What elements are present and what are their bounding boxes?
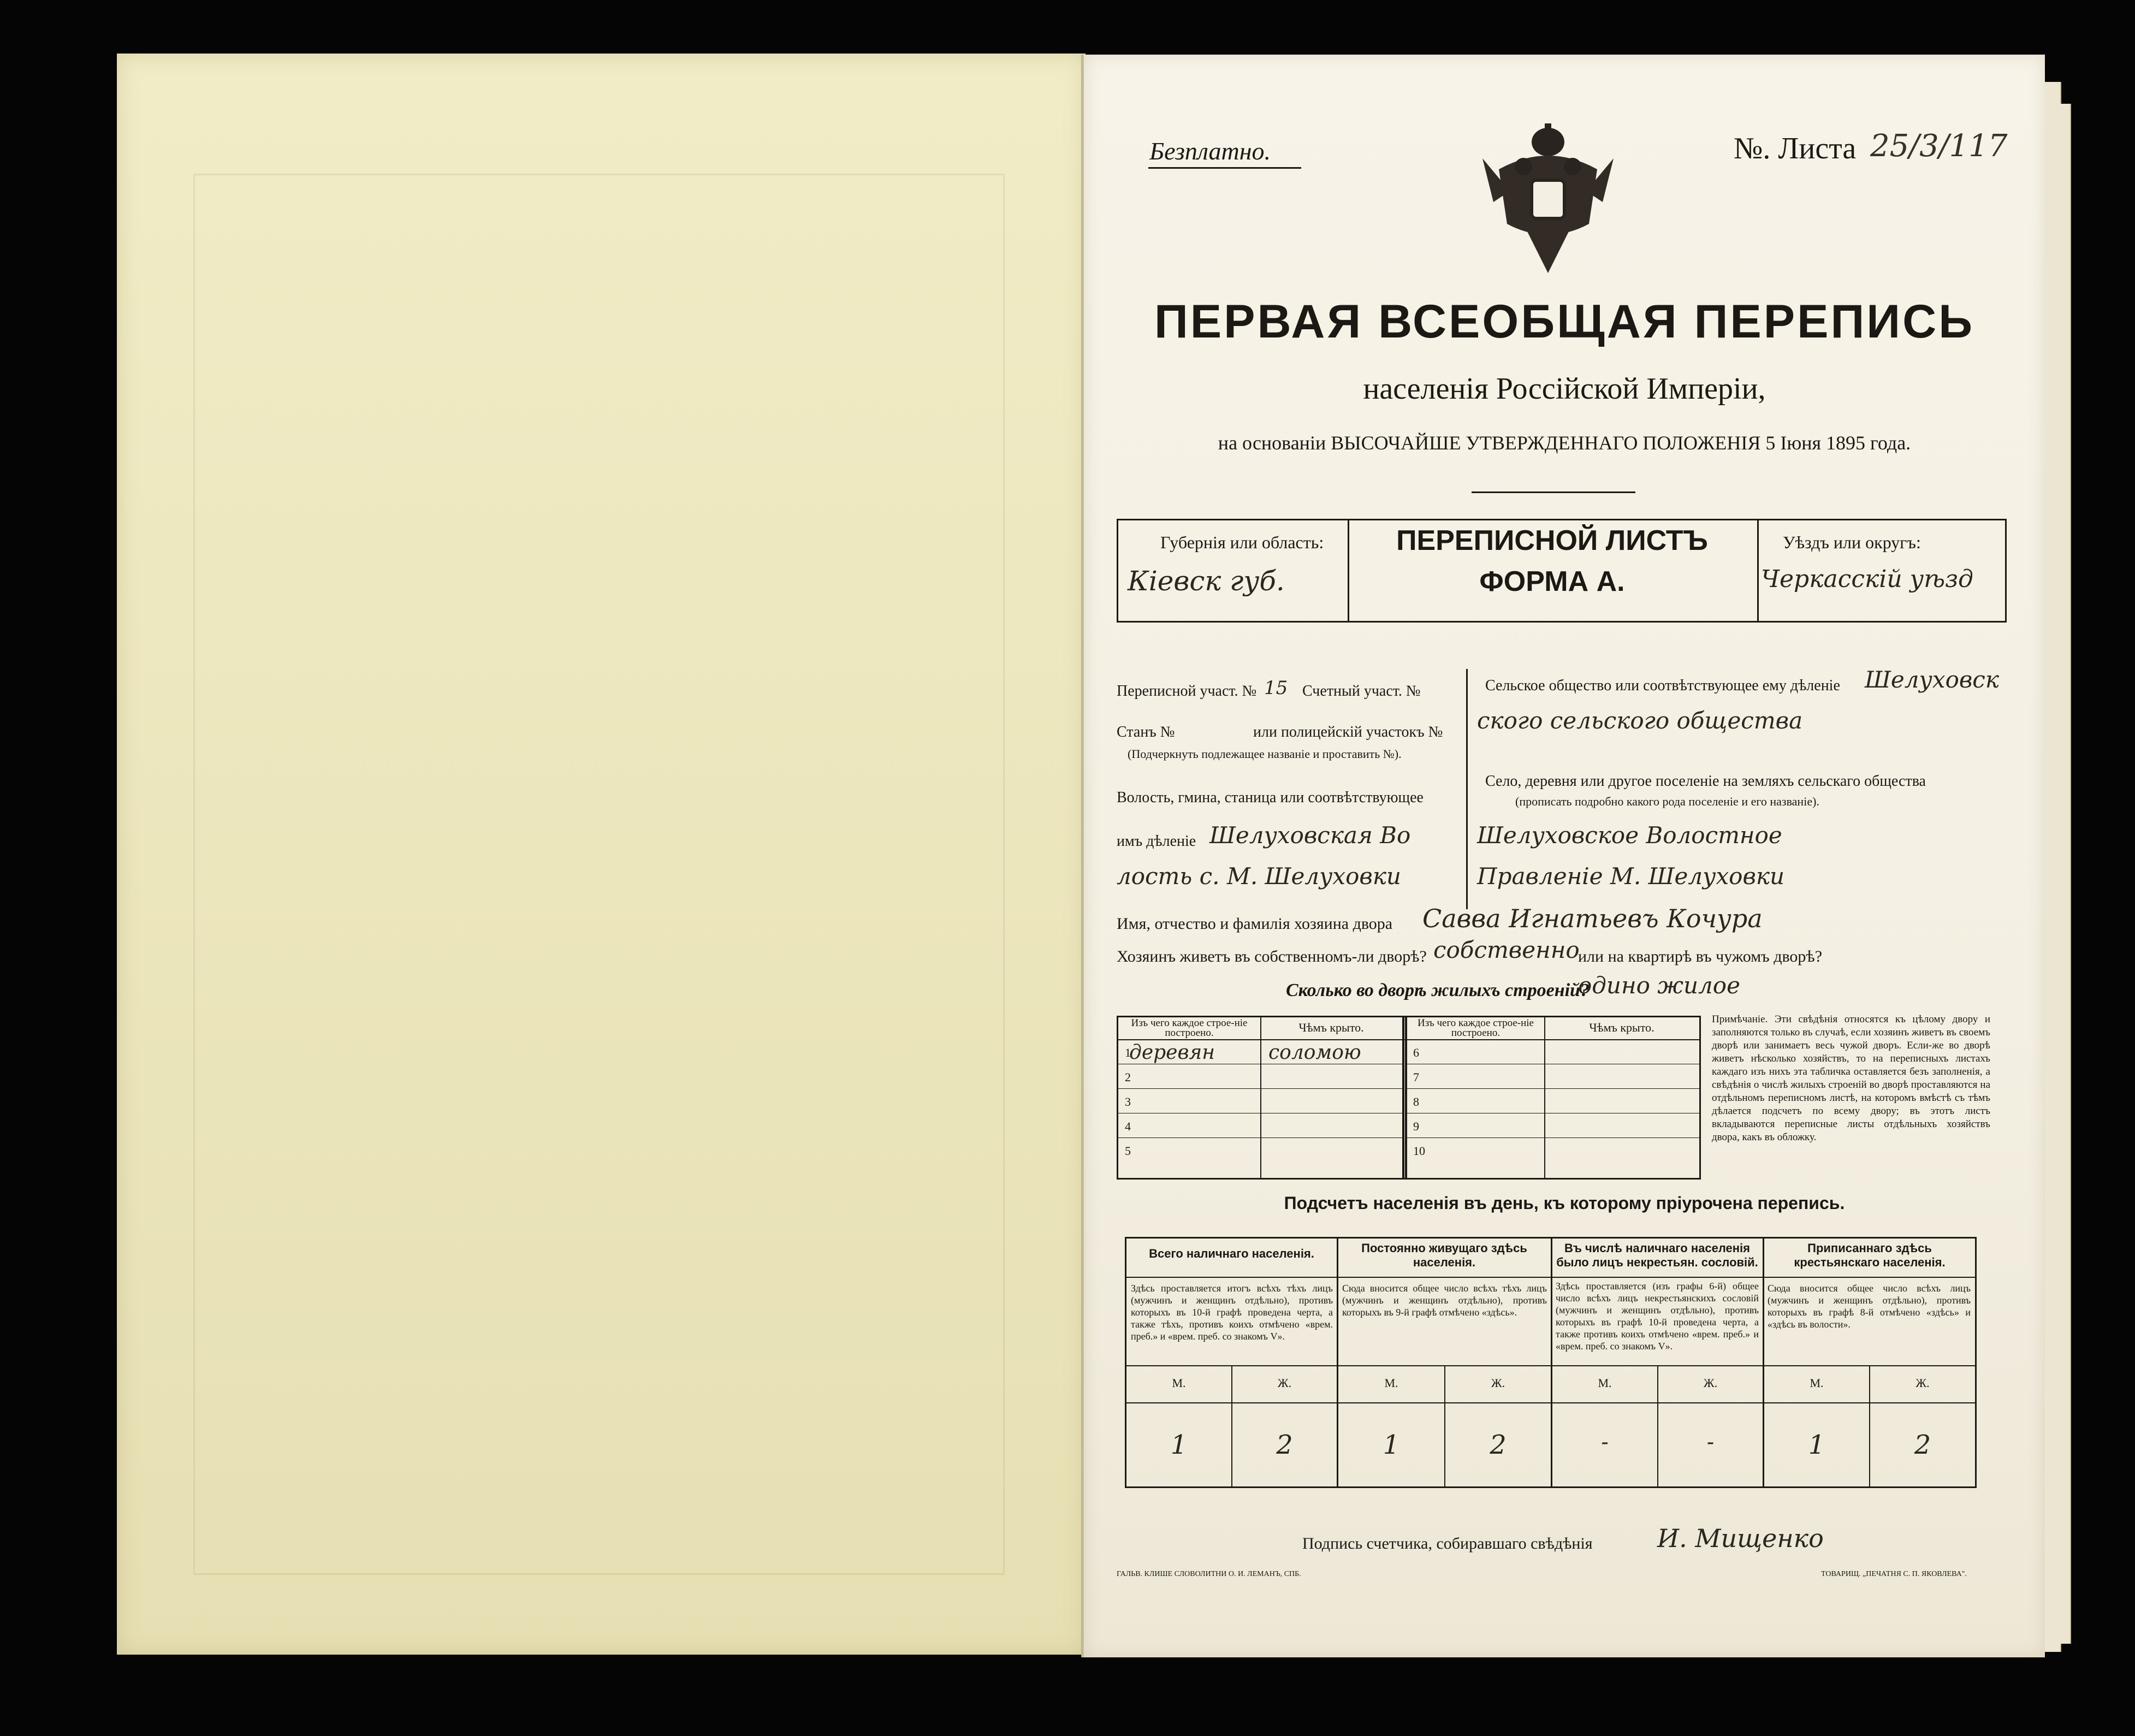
owner-name-label: Имя, отчество и фамилія хозяина двора <box>1117 915 1393 933</box>
m-label: М. <box>1172 1376 1186 1390</box>
sheet-number-label: №. Листа <box>1734 132 1857 165</box>
volost-label-2: имъ дѣленіе <box>1117 833 1196 850</box>
col-roof-header-left: Чѣмъ крыто. <box>1298 1021 1364 1034</box>
selo-label: Село, деревня или другое поселеніе на земляхъ сельскаго общества <box>1485 773 1926 790</box>
col-material-header-right: Изъ чего каждое строе-ніе построено. <box>1418 1017 1534 1039</box>
row-number: 6 <box>1413 1046 1419 1059</box>
free-underline <box>1148 167 1301 169</box>
sheet-number-value: 25/3/117 <box>1870 128 2008 164</box>
zh-label: Ж. <box>1491 1376 1505 1390</box>
row-number: 4 <box>1125 1119 1131 1133</box>
free-label: Безплатно. <box>1149 137 1271 165</box>
row-number: 10 <box>1413 1144 1425 1158</box>
imprint-right: ТОВАРИЩ. „ПЕЧАТНЯ С. П. ЯКОВЛЕВА". <box>1821 1570 1967 1578</box>
stan-label: Станъ № <box>1117 724 1175 740</box>
col-material-header-left: Изъ чего каждое строе-ніе построено. <box>1131 1017 1248 1039</box>
underline-note: (Подчеркнуть подлежащее названіе и проставить №). <box>1128 747 1402 761</box>
count-value: 1 <box>1808 1430 1825 1460</box>
bleed-through-frame <box>193 174 1005 1575</box>
imprint-left: ГАЛЬВ. КЛИШЕ СЛОВОЛИТНИ О. И. ЛЕМАНЪ, СПБ. <box>1117 1570 1301 1578</box>
owner-name-value: Савва Игнатьевъ Кочура <box>1422 904 1763 933</box>
row-number: 2 <box>1125 1070 1131 1084</box>
census-form-page <box>1084 55 2045 1657</box>
count-value: 2 <box>1276 1430 1293 1460</box>
row-number: 3 <box>1125 1095 1131 1109</box>
page-edge <box>2060 104 2071 1644</box>
col-roof-header-right: Чѣмъ крыто. <box>1589 1021 1654 1034</box>
volost-value-2: лость с. М. Шелуховки <box>1117 863 1401 890</box>
count-value: 1 <box>1383 1430 1400 1460</box>
title-divider <box>1472 491 1635 493</box>
row-roof: соломою <box>1268 1041 1361 1064</box>
form-a-title: ФОРМА А. <box>1479 566 1625 597</box>
fields-divider <box>1466 669 1468 909</box>
left-page <box>117 54 1086 1655</box>
zh-label: Ж. <box>1277 1376 1292 1390</box>
count-col-title: Постоянно живущаго здѣсь населенія. <box>1361 1241 1527 1269</box>
count-value: - <box>1601 1430 1609 1455</box>
volost-value-1: Шелуховская Во <box>1209 822 1411 849</box>
count-heading: Подсчетъ населенія въ день, къ которому пріурочена перепись. <box>1284 1193 1845 1213</box>
row-number: 1 <box>1125 1046 1131 1059</box>
buildings-label: Сколько во дворѣ жилыхъ строеній? <box>1286 980 1590 1000</box>
count-col-desc: Сюда вносится общее число всѣхъ тѣхъ лицъ (мужчинъ и женщинъ отдѣльно), противъ которыхъ въ 9-й графѣ отмѣчено «здѣсь». <box>1342 1283 1547 1318</box>
zh-label: Ж. <box>1915 1376 1930 1390</box>
selskoe-label: Сельское общество или соотвѣтствующее ему дѣленіе <box>1485 677 1840 694</box>
gubernia-value: Кіевск губ. <box>1128 565 1285 597</box>
buildings-note: Примѣчаніе. Эти свѣдѣнія относятся къ цѣлому двору и заполняются только въ случаѣ, если хозяинъ живетъ въ своемъ дворѣ или занимаетъ весь чужой дворъ. Если-же во дворѣ живетъ нѣсколько хозяйствъ, то на переписныхъ листахъ каждаго изъ нихъ эта табличка оставляется безъ заполненія, а свѣдѣнія о числѣ жилыхъ строеній во дворѣ проставляются на отдѣльномъ переписномъ листѣ, на которомъ вмѣстѣ съ тѣмъ дѣлается подсчетъ по всему двору; въ этотъ листъ вкладываются переписные листы отдѣльныхъ хозяйствъ двора, какъ въ обложку. <box>1712 1014 1990 1143</box>
sheet-title: ПЕРЕПИСНОЙ ЛИСТЪ <box>1396 525 1708 556</box>
selo-value-2: Правленіе М. Шелуховки <box>1477 863 1785 890</box>
row-number: 9 <box>1413 1119 1419 1133</box>
count-col-desc: Здѣсь проставляется (изъ графы 6-й) общее число всѣхъ лицъ некрестьянскихъ сословій (мужчинъ и женщинъ отдѣльно), противъ которыхъ въ графѣ 10-й проведена черта, а также противъ коихъ отмѣчено «врем. преб.» и «врем. преб. со знакомъ V». <box>1556 1281 1759 1352</box>
selo-value-1: Шелуховское Волостное <box>1477 822 1782 849</box>
gubernia-label: Губернія или область: <box>1160 532 1324 552</box>
row-number: 5 <box>1125 1144 1131 1158</box>
m-label: М. <box>1598 1376 1612 1390</box>
uezd-label: Уѣздъ или округъ: <box>1783 532 1921 552</box>
form-subtitle: населенія Россійской Имперіи, <box>1363 372 1766 406</box>
selskoe-value-1: Шелуховск <box>1865 666 1999 693</box>
count-value: 2 <box>1914 1430 1931 1460</box>
m-label: М. <box>1810 1376 1824 1390</box>
owner-lives-label-2: или на квартирѣ въ чужомъ дворѣ? <box>1578 947 1823 965</box>
zh-label: Ж. <box>1703 1376 1718 1390</box>
count-value: - <box>1706 1430 1715 1455</box>
count-value: 1 <box>1170 1430 1188 1460</box>
row-number: 8 <box>1413 1095 1419 1109</box>
row-number: 7 <box>1413 1070 1419 1084</box>
page-edge <box>2045 82 2061 1652</box>
count-value: 2 <box>1490 1430 1507 1460</box>
perepis-uchast-label: Переписной участ. № <box>1117 683 1257 700</box>
count-col-title: Въ числѣ наличнаго населенія было лицъ некрестьян. сословій. <box>1556 1241 1758 1269</box>
form-basis: на основаніи ВЫСОЧАЙШЕ УТВЕРЖДЕННАГО ПОЛОЖЕНІЯ 5 Іюня 1895 года. <box>1218 432 1911 454</box>
form-title: ПЕРВАЯ ВСЕОБЩАЯ ПЕРЕПИСЬ <box>1154 295 1975 348</box>
count-col-title: Всего наличнаго населенія. <box>1149 1247 1314 1260</box>
buildings-table <box>1117 1016 1701 1180</box>
count-col-desc: Сюда вносится общее число всѣхъ лицъ (мужчинъ и женщинъ отдѣльно), противъ которыхъ въ графѣ 8-й отмѣчено «здѣсь» и «здѣсь въ волости». <box>1768 1283 1971 1330</box>
owner-lives-value: собственно <box>1433 937 1580 963</box>
perepis-uchast-value: 15 <box>1264 677 1288 699</box>
police-label: или полицейскій участокъ № <box>1253 724 1443 740</box>
selo-note: (прописать подробно какого рода поселеніе и его названіе). <box>1515 795 1819 808</box>
row-material: деревян <box>1129 1041 1215 1064</box>
volost-label: Волость, гмина, станица или соотвѣтствующее <box>1117 789 1424 806</box>
m-label: М. <box>1384 1376 1398 1390</box>
owner-lives-label: Хозяинъ живетъ въ собственномъ-ли дворѣ? <box>1117 947 1427 965</box>
signature-label: Подпись счетчика, собиравшаго свѣдѣнія <box>1302 1534 1593 1553</box>
count-col-desc: Здѣсь проставляется итогъ всѣхъ тѣхъ лицъ (мужчинъ и женщинъ отдѣльно), противъ которыхъ въ 10-й графѣ проведена черта, а также тѣхъ, противъ коихъ отмѣчено «врем. преб.» и «врем. преб. со знакомъ V». <box>1131 1283 1333 1342</box>
schetny-uchast-label: Счетный участ. № <box>1302 683 1421 700</box>
selskoe-value-2: ского сельского общества <box>1477 707 1803 734</box>
imperial-eagle-emblem <box>1477 120 1619 279</box>
buildings-value: одино жилое <box>1578 972 1740 999</box>
count-col-title: Приписаннаго здѣсь крестьянскаго населенія. <box>1794 1241 1946 1269</box>
signature-value: И. Мищенко <box>1657 1524 1824 1553</box>
uezd-value: Черкасскій уѣзд <box>1761 565 1973 593</box>
count-table <box>1125 1237 1977 1488</box>
